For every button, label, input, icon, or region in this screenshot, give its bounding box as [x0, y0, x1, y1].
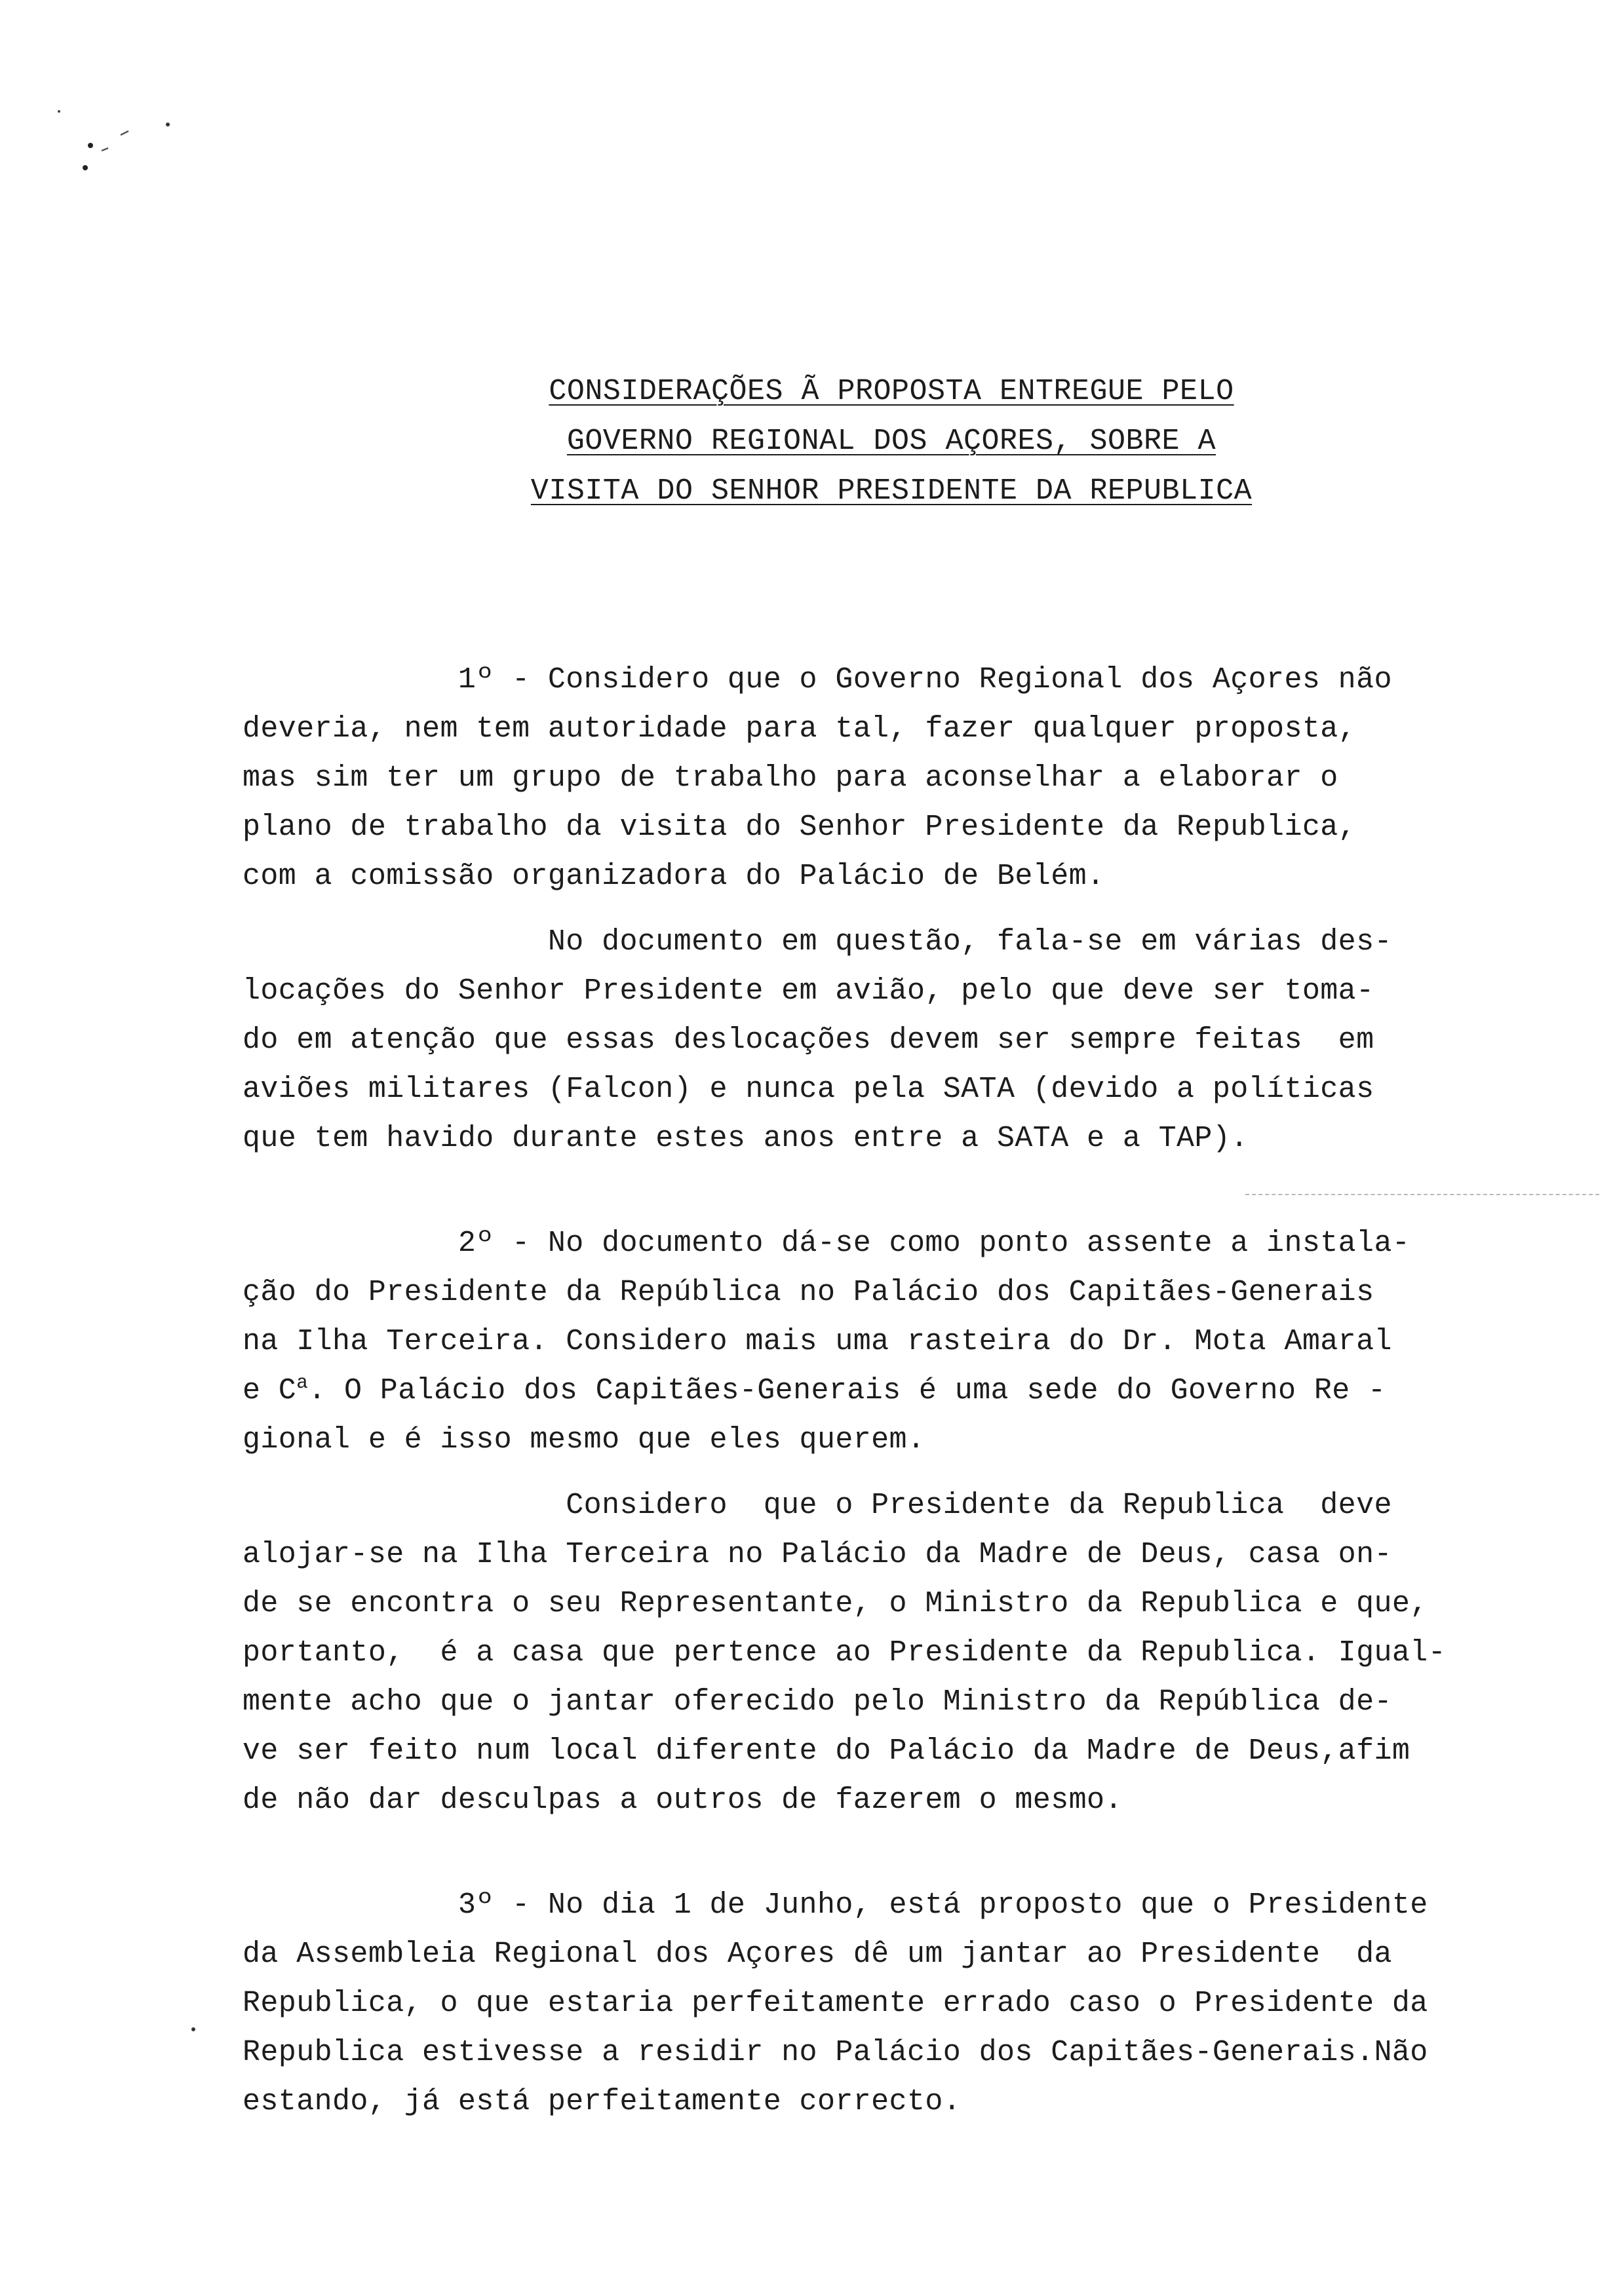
- text-line: com a comissão organizadora do Palácio de Belém.: [243, 860, 1105, 893]
- text-fragment: . O Palácio dos Capitães-Generais é uma sede do Governo Re -: [308, 1374, 1386, 1407]
- text-line: No documento em questão, fala-se em várias des-: [243, 925, 1392, 959]
- text-line: Considero que o Presidente da Republica deve: [243, 1489, 1392, 1522]
- text-line: locações do Senhor Presidente em avião, pelo que deve ser toma-: [243, 974, 1374, 1008]
- text-line: gional e é isso mesmo que eles querem.: [243, 1423, 925, 1457]
- text-line: portanto, é a casa que pertence ao Presidente da Republica. Igual-: [243, 1636, 1447, 1670]
- text-line: que tem havido durante estes anos entre a SATA e a TAP).: [243, 1122, 1249, 1155]
- superscript: a: [296, 1372, 309, 1394]
- scan-margin-dot: [191, 2027, 195, 2031]
- text-line: 3º - No dia 1 de Junho, está proposto que o Presidente: [243, 1888, 1428, 1922]
- document-body: [243, 655, 1547, 2126]
- text-line: mente acho que o jantar oferecido pelo Ministro da República de-: [243, 1685, 1392, 1719]
- paragraph-point-2-continued: [243, 1481, 1547, 1825]
- text-line: ve ser feito num local diferente do Palácio da Madre de Deus,afim: [243, 1734, 1411, 1768]
- title-line: CONSIDERAÇÕES Ã PROPOSTA ENTREGUE PELO: [549, 375, 1234, 408]
- paragraph-point-2: [243, 1219, 1547, 1464]
- text-line: 1º - Considero que o Governo Regional dos Açores não: [243, 663, 1392, 697]
- scan-specks: [52, 105, 184, 197]
- paragraph-point-1: [243, 655, 1547, 901]
- text-line: Republica, o que estaria perfeitamente errado caso o Presidente da: [243, 1987, 1428, 2020]
- text-line: alojar-se na Ilha Terceira no Palácio da Madre de Deus, casa on-: [243, 1538, 1392, 1571]
- text-line: de não dar desculpas a outros de fazerem o mesmo.: [243, 1784, 1123, 1817]
- text-line: ção do Presidente da República no Palácio dos Capitães-Generais: [243, 1276, 1374, 1309]
- title-line: VISITA DO SENHOR PRESIDENTE DA REPUBLICA: [530, 474, 1253, 508]
- paragraph-point-1-continued: [243, 917, 1547, 1163]
- scan-dashed-mark: [1245, 1194, 1599, 1195]
- text-line: aviões militares (Falcon) e nunca pela SATA (devido a políticas: [243, 1073, 1374, 1106]
- title-line: GOVERNO REGIONAL DOS AÇORES, SOBRE A: [566, 425, 1216, 458]
- document-title: [498, 367, 1285, 516]
- text-line: Republica estivesse a residir no Palácio dos Capitães-Generais.Não: [243, 2036, 1428, 2069]
- text-line: [243, 1366, 1547, 1415]
- text-line: do em atenção que essas deslocações devem ser sempre feitas em: [243, 1024, 1374, 1057]
- text-fragment: e C: [243, 1374, 297, 1407]
- text-line: mas sim ter um grupo de trabalho para aconselhar a elaborar o: [243, 761, 1338, 795]
- text-line: de se encontra o seu Representante, o Ministro da Republica e que,: [243, 1587, 1428, 1620]
- text-line: da Assembleia Regional dos Açores dê um jantar ao Presidente da: [243, 1938, 1392, 1971]
- text-line: deveria, nem tem autoridade para tal, fazer qualquer proposta,: [243, 712, 1357, 746]
- paragraph-point-3: [243, 1881, 1547, 2126]
- text-line: plano de trabalho da visita do Senhor Presidente da Republica,: [243, 811, 1357, 844]
- text-line: estando, já está perfeitamente correcto.: [243, 2085, 962, 2118]
- text-line: 2º - No documento dá-se como ponto assente a instala-: [243, 1227, 1411, 1260]
- text-line: na Ilha Terceira. Considero mais uma rasteira do Dr. Mota Amaral: [243, 1325, 1392, 1358]
